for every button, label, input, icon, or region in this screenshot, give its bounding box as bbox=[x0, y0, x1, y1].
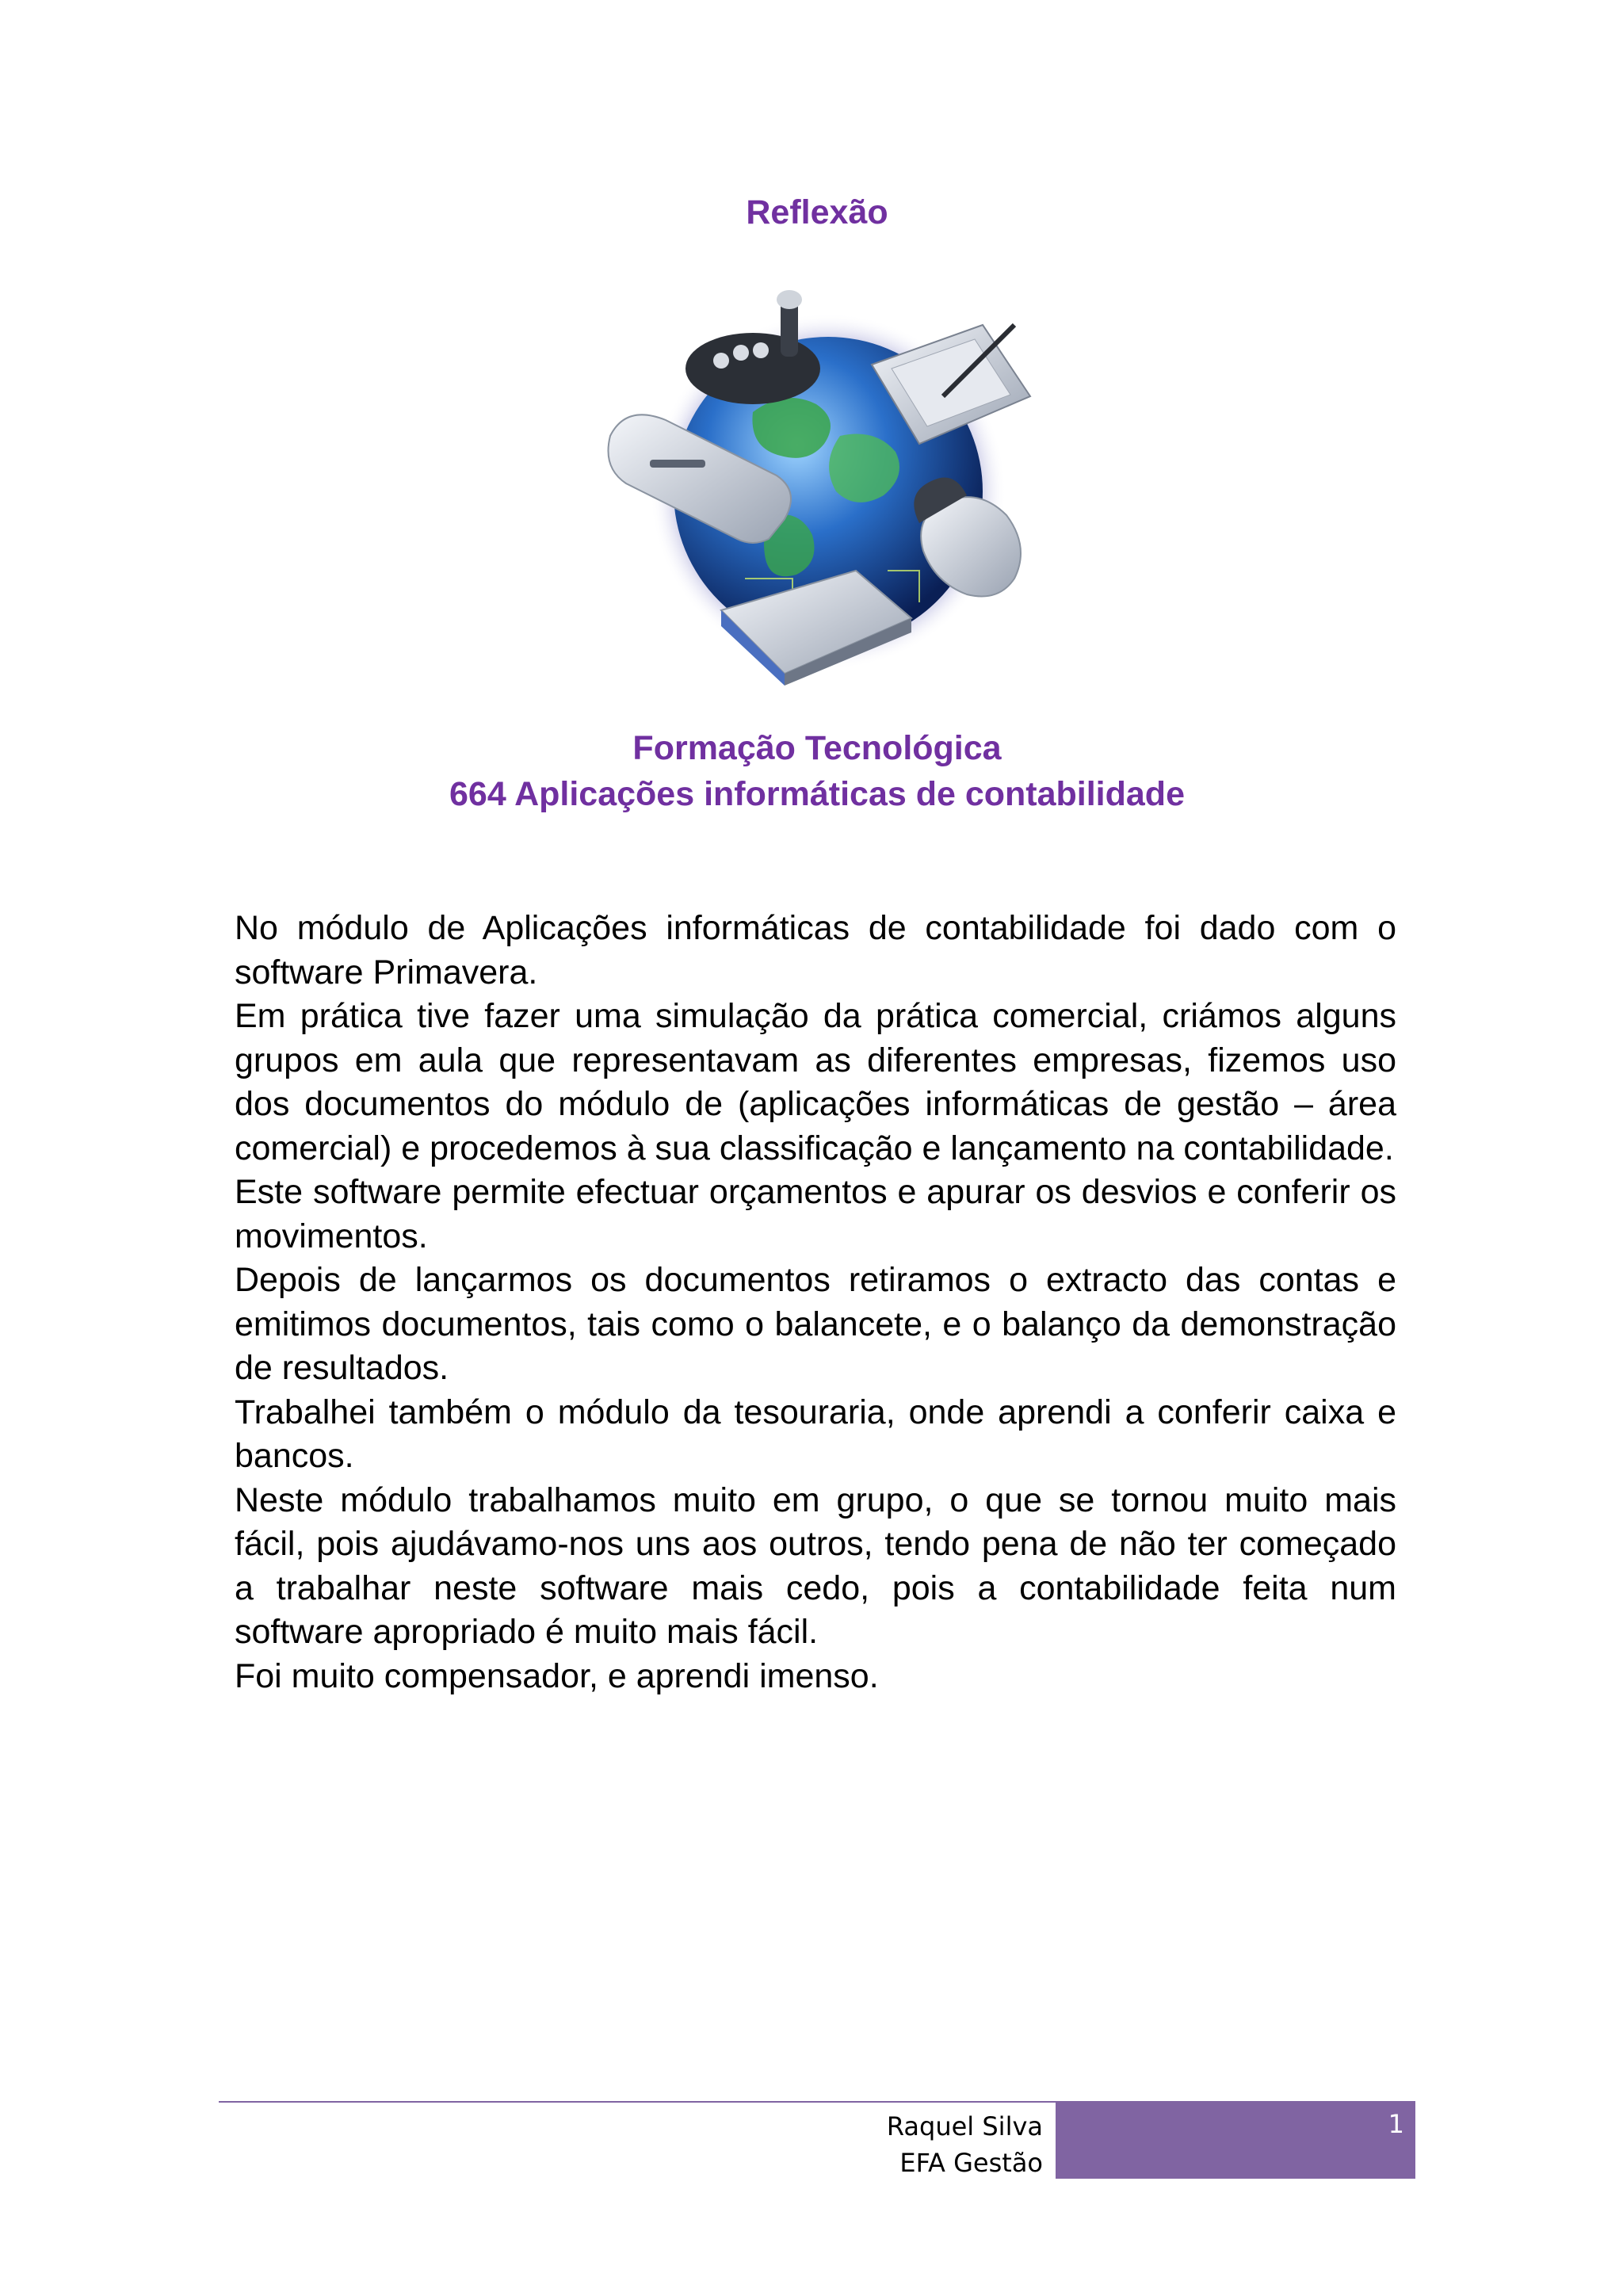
footer-page-box bbox=[1056, 2103, 1415, 2179]
subtitle-line-1: Formação Tecnológica bbox=[632, 729, 1002, 767]
footer-course: EFA Gestão bbox=[899, 2148, 1043, 2178]
paragraph: Neste módulo trabalhamos muito em grupo, o que se tornou muito mais fácil, pois ajudávamo-nos uns aos outros, tendo pena de não ter começado a trabalhar neste software mais cedo, pois a contabilidade feita num software apropriado é muito mais fácil. bbox=[235, 1480, 1396, 1651]
footer-author: Raquel Silva bbox=[886, 2111, 1043, 2141]
globe-with-computer-peripherals-icon bbox=[602, 277, 1046, 690]
paragraph: Foi muito compensador, e aprendi imenso. bbox=[235, 1656, 879, 1695]
body-text bbox=[235, 907, 1396, 1698]
paragraph: Em prática tive fazer uma simulação da prática comercial, criámos alguns grupos em aula que representavam as diferentes empresas, fizemos uso dos documentos do módulo de (aplicações informáticas de gestão – área comercial) e procedemos à sua classificação e lançamento na contabilidade. bbox=[235, 997, 1396, 1167]
subtitle-line-2: 664 Aplicações informáticas de contabilidade bbox=[449, 775, 1185, 813]
subtitle-block bbox=[0, 725, 1623, 817]
page-number: 1 bbox=[1388, 2109, 1404, 2139]
document-title: Reflexão bbox=[746, 193, 888, 231]
paragraph: Trabalhei também o módulo da tesouraria, onde aprendi a conferir caixa e bancos. bbox=[235, 1392, 1396, 1475]
paragraph: Este software permite efectuar orçamentos e apurar os desvios e conferir os movimentos. bbox=[235, 1173, 1396, 1255]
paragraph: Depois de lançarmos os documentos retiramos o extracto das contas e emitimos documentos, tais como o balancete, e o balanço da demonstração de resultados. bbox=[235, 1261, 1396, 1387]
paragraph: No módulo de Aplicações informáticas de contabilidade foi dado com o software Primavera. bbox=[235, 909, 1396, 991]
footer-author-block bbox=[840, 2108, 1043, 2181]
